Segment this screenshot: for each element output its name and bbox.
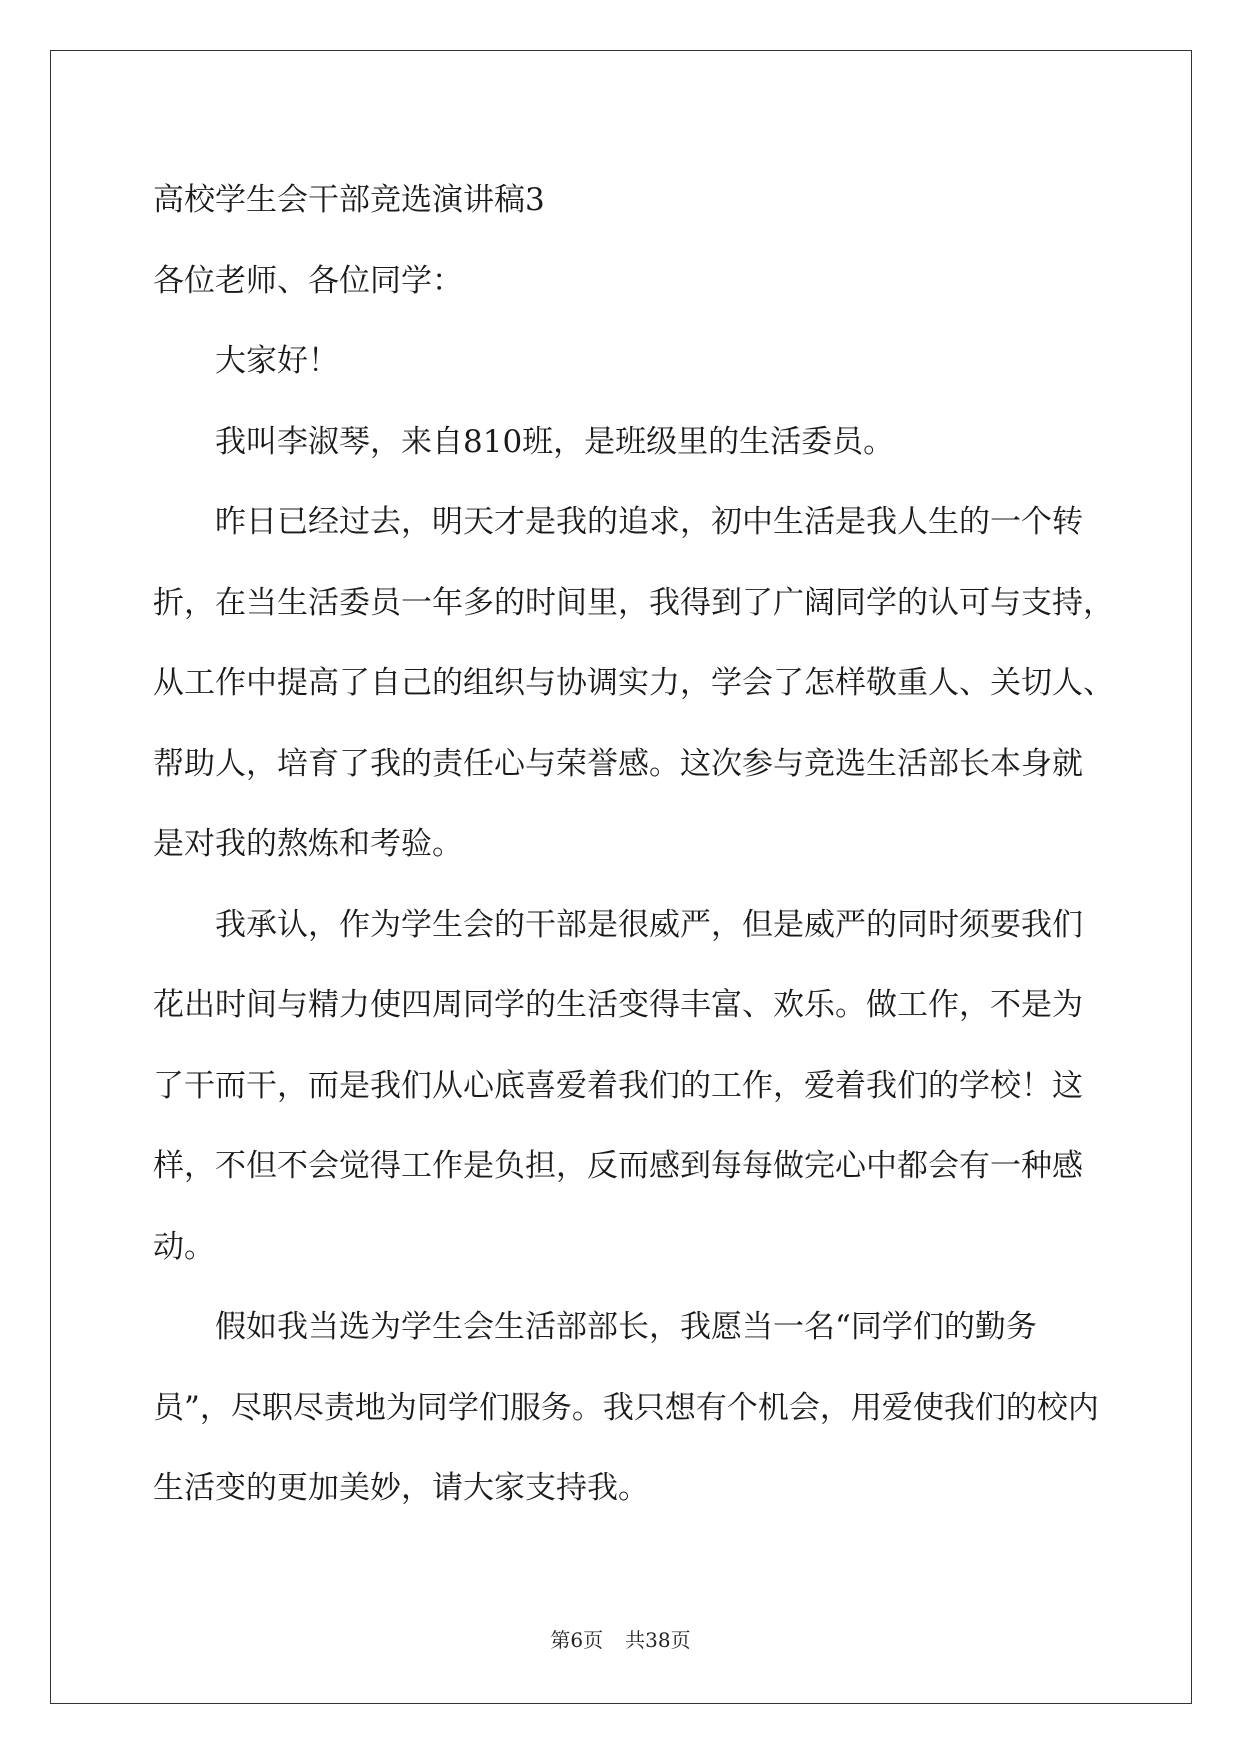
salutation: 各位老师、各位同学： [153,262,463,299]
text-line: 样，不但不会觉得工作是负担，反而感到每每做完心中都会有一种感 [153,1148,1083,1184]
page-total: 共38页 [625,1628,691,1652]
text-line: 了干而干，而是我们从心底喜爱着我们的工作，爱着我们的学校！这 [153,1067,1083,1104]
text-line: 折，在当生活委员一年多的时间里，我得到了广阔同学的认可与支持， [153,584,1114,621]
text-line: 动。 [153,1228,215,1265]
text-line: 大家好！ [215,343,339,379]
body-text [153,321,1118,1529]
text-line: 花出时间与精力使四周同学的生活变得丰富、欢乐。做工作，不是为 [153,987,1083,1023]
text-line: 从工作中提高了自己的组织与协调实力，学会了怎样敬重人、关切人、 [153,665,1114,701]
text-line: 是对我的熬炼和考验。 [153,826,463,862]
text-line: 假如我当选为学生会生活部部长，我愿当一名“同学们的勤务 [215,1309,1037,1345]
text-line: 昨日已经过去，明天才是我的追求，初中生活是我人生的一个转 [215,504,1083,540]
text-line: 生活变的更加美妙，请大家支持我。 [153,1470,649,1506]
page-footer [0,1628,1241,1652]
text-line: 帮助人，培育了我的责任心与荣誉感。这次参与竞选生活部长本身就 [153,745,1083,782]
page-number: 第6页 [550,1628,604,1652]
document-body [153,160,1118,1529]
text-line: 我叫李淑琴，来自810班，是班级里的生活委员。 [215,423,895,460]
text-line: 员”，尽职尽责地为同学们服务。我只想有个机会，用爱使我们的校内 [153,1389,1099,1426]
document-title: 高校学生会干部竞选演讲稿3 [153,182,545,218]
text-line: 我承认，作为学生会的干部是很威严，但是威严的同时须要我们 [215,906,1083,943]
